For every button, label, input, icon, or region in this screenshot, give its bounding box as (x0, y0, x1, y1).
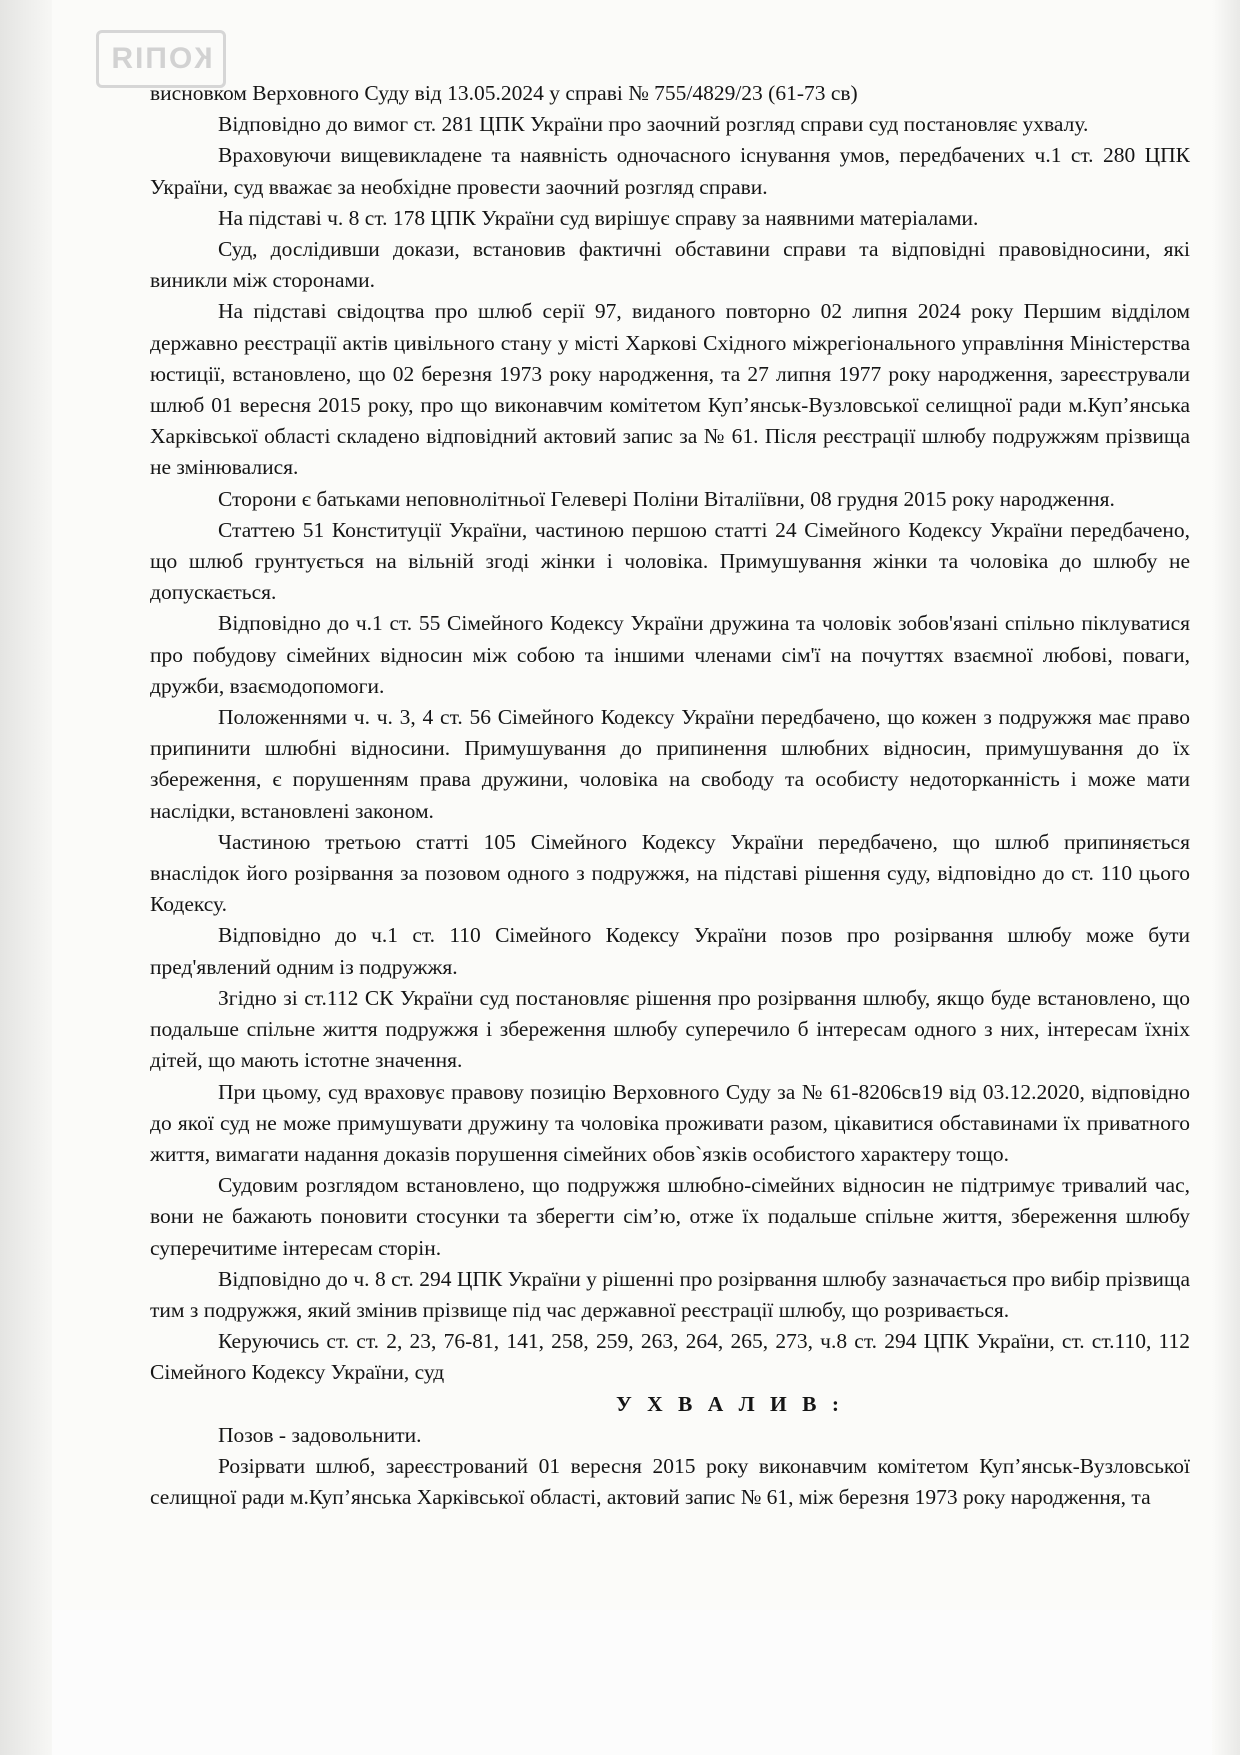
decision-paragraph-1: Розірвати шлюб, зареєстрований 01 вересня 2015 року виконавчим комітетом Куп’янськ-Вузловської селищної ради м.Куп’янська Харківської області, актовий запис № 61, між березня 1973 року народження, та (150, 1453, 1190, 1510)
paragraph-13: При цьому, суд враховує правову позицію Верховного Суду за № 61-8206св19 від 03.12.2020, відповідно до якої суд не може примушувати дружину та чоловіка проживати разом, цікавитися обставинами їх приватного життя, вимагати надання доказів порушення сімейних обов`язків особистого характеру тощо. (150, 1079, 1190, 1166)
redaction-bottom (52, 1610, 1212, 1755)
paragraph-11: Відповідно до ч.1 ст. 110 Сімейного Кодексу України позов про розірвання шлюбу може бути пред'явлений одним із подружжя. (150, 923, 1190, 979)
paragraph-2: Враховуючи вищевикладене та наявність одночасного існування умов, передбачених ч.1 ст. 280 ЦПК України, суд вважає за необхідне провести заочний розгляд справи. (150, 143, 1190, 199)
paragraph-4: Суд, дослідивши докази, встановив фактичні обставини справи та відповідні правовідносини, які виникли між сторонами. (150, 237, 1190, 293)
paragraph-10: Частиною третьою статті 105 Сімейного Кодексу України передбачено, що шлюб припиняється внаслідок його розірвання за позовом одного з подружжя, на підставі рішення суду, відповідно до ст. 110 цього Кодексу. (150, 829, 1190, 917)
decision-paragraph-0: Позов - задовольнити. (218, 1422, 422, 1447)
paragraph-3: На підставі ч. 8 ст. 178 ЦПК України суд вирішує справу за наявними матеріалами. (218, 205, 979, 230)
paragraph-16: Керуючись ст. ст. 2, 23, 76-81, 141, 258, 259, 263, 264, 265, 273, ч.8 ст. 294 ЦПК України, ст. ст.110, 112 Сімейного Кодексу України, суд (150, 1329, 1190, 1385)
paragraph-14: Судовим розглядом встановлено, що подружжя шлюбно-сімейних відносин не підтримує тривалий час, вони не бажають поновити стосунки та зберегти сім’ю, отже їх подальше спільне життя, збереження шлюбу суперечитиме інтересам сторін. (150, 1173, 1190, 1260)
scan-shadow-left (0, 0, 52, 1755)
paragraph-9: Положеннями ч. ч. 3, 4 ст. 56 Сімейного Кодексу України передбачено, що кожен з подружжя має право припинити шлюбні відносини. Примушування до припинення шлюбних відносин, примушування до їх збереження, є порушенням права дружини, чоловіка на свободу та особисту недоторканність і може мати наслідки, встановлені законом. (150, 705, 1190, 823)
copy-stamp: КОПІЯ (96, 30, 226, 88)
paragraph-1: Відповідно до вимог ст. 281 ЦПК України про заочний розгляд справи суд постановляє ухвалу. (218, 112, 1089, 137)
paragraph-15: Відповідно до ч. 8 ст. 294 ЦПК України у рішенні про розірвання шлюбу зазначається про вибір прізвища тим з подружжя, який змінив прізвище під час державної реєстрації шлюбу, що розривається. (150, 1266, 1190, 1322)
paragraph-12: Згідно зі ст.112 СК України суд постановляє рішення про розірвання шлюбу, якщо буде встановлено, що подальше спільне життя подружжя і збереження шлюбу суперечило б інтересам одного з них, інтересам їхніх дітей, що мають істотне значення. (150, 985, 1190, 1073)
paragraph-7: Статтею 51 Конституції України, частиною першою статті 24 Сімейного Кодексу України передбачено, що шлюб грунтується на вільній згоді жінки і чоловіка. Примушування жінки та чоловіка до шлюбу не допускається. (150, 517, 1190, 605)
paragraph-5: На підставі свідоцтва про шлюб серії 97, виданого повторно 02 липня 2024 року Першим відділом державно реєстрації актів цивільного стану у місті Харкові Східного міжрегіонального управління Міністерства юстиції, встановлено, що 02 березня 1973 року народження, та 27 липня 1977 року народження, зареєстрували шлюб 01 вересня 2015 року, про що виконавчим комітетом Куп’янськ-Вузловської селищної ради м.Куп’янська Харківської області складено відповідний актовий запис за № 61. Після реєстрації шлюбу подружжям прізвища не змінювалися. (150, 299, 1190, 480)
paragraph-6: Сторони є батьками неповнолітньої Гелевері Поліни Віталіївни, 08 грудня 2015 року народження. (218, 486, 1115, 511)
decision-heading: У Х В А Л И В : (615, 1391, 845, 1416)
paragraph-0: висновком Верховного Суду від 13.05.2024 у справі № 755/4829/23 (61-73 св) (150, 81, 858, 105)
document-body (150, 78, 1190, 1513)
paragraph-8: Відповідно до ч.1 ст. 55 Сімейного Кодексу України дружина та чоловік зобов'язані спільно піклуватися про побудову сімейних відносин між собою та іншими членами сім'ї на почуттях взаємної любові, поваги, дружби, взаємодопомоги. (150, 611, 1190, 698)
scan-shadow-right (1212, 0, 1240, 1755)
